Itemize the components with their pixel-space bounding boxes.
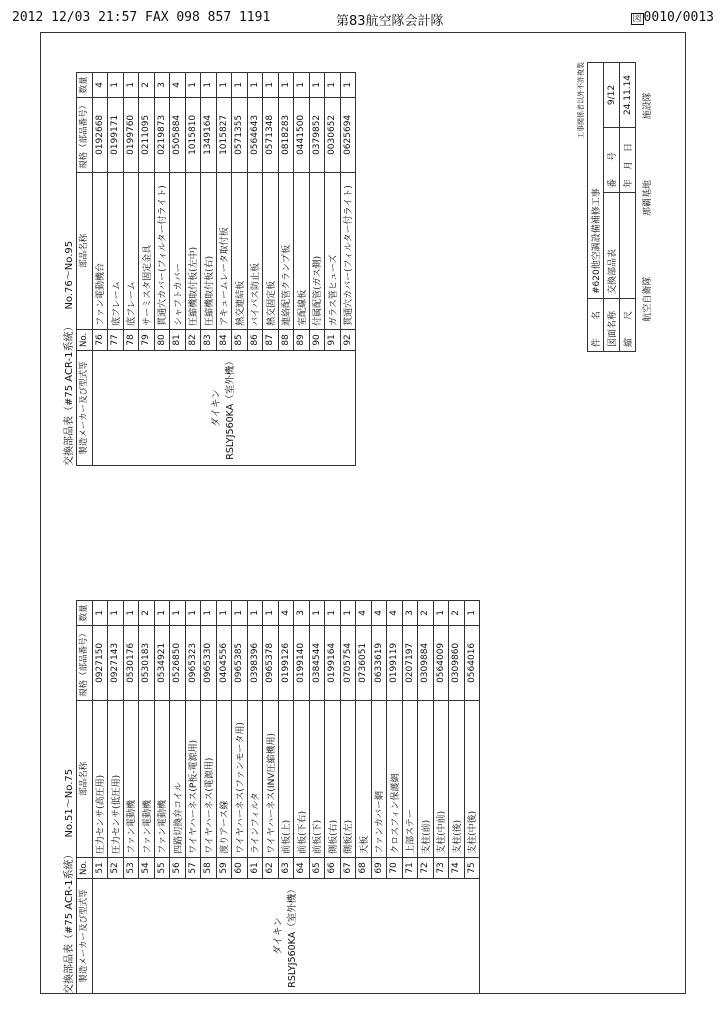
row-no: 71 xyxy=(402,857,418,878)
part-name: 底フレーム xyxy=(108,172,124,329)
maker-name: ダイキン xyxy=(272,917,284,955)
quantity: 1 xyxy=(340,600,356,625)
quantity: 1 xyxy=(433,600,449,625)
quantity: 1 xyxy=(325,72,341,97)
row-no: 62 xyxy=(263,857,279,878)
part-number: 0633619 xyxy=(371,625,387,700)
part-name: ファン電動機 xyxy=(123,700,139,857)
row-no: 53 xyxy=(123,857,139,878)
part-number: 0404556 xyxy=(216,625,232,700)
part-number: 0199119 xyxy=(387,625,403,700)
part-name: 支柱(中前) xyxy=(433,700,449,857)
part-name: 圧力センサ(低圧用) xyxy=(108,700,124,857)
table-a-range: No.51～No.75 xyxy=(64,768,75,838)
part-number: 0564009 xyxy=(433,625,449,700)
parts-table-a xyxy=(60,534,540,994)
part-number: 0818283 xyxy=(278,97,294,172)
quantity: 1 xyxy=(325,600,341,625)
row-no: 67 xyxy=(340,857,356,878)
part-number: 0199164 xyxy=(325,625,341,700)
header-no: No. xyxy=(77,857,93,878)
part-name: バイパス防止板 xyxy=(247,172,263,329)
row-no: 70 xyxy=(387,857,403,878)
row-no: 51 xyxy=(92,857,108,878)
quantity: 2 xyxy=(139,600,155,625)
row-no: 86 xyxy=(247,329,263,350)
part-name: ワイヤハーネス(INV圧縮機用) xyxy=(263,700,279,857)
quantity: 4 xyxy=(278,600,294,625)
project-name: #620他空調設備補修工事 xyxy=(588,63,604,299)
part-number: 1349164 xyxy=(201,97,217,172)
table-a-caption xyxy=(60,534,74,994)
quantity: 1 xyxy=(294,72,310,97)
quantity: 1 xyxy=(247,600,263,625)
part-name: 付属配管(ガス側) xyxy=(309,172,325,329)
part-number: 0192668 xyxy=(92,97,108,172)
header-qty: 数量 xyxy=(77,600,93,625)
part-number: 0965385 xyxy=(232,625,248,700)
part-name: ファンカバー網 xyxy=(371,700,387,857)
row-no: 88 xyxy=(278,329,294,350)
quantity: 1 xyxy=(123,72,139,97)
row-no: 75 xyxy=(464,857,480,878)
quantity: 3 xyxy=(294,600,310,625)
quantity: 1 xyxy=(216,72,232,97)
row-no: 84 xyxy=(216,329,232,350)
quantity: 4 xyxy=(371,600,387,625)
part-name: 支柱(前) xyxy=(418,700,434,857)
quantity: 1 xyxy=(263,600,279,625)
quantity: 2 xyxy=(449,600,465,625)
issuer xyxy=(640,62,653,352)
part-number: 0534921 xyxy=(154,625,170,700)
part-number: 0736051 xyxy=(356,625,372,700)
part-name: 圧力センサ(高圧用) xyxy=(92,700,108,857)
part-number: 1015827 xyxy=(216,97,232,172)
part-name: ガラス管ヒューズ xyxy=(325,172,341,329)
drawing-number: 9/12 xyxy=(604,63,620,128)
quantity: 1 xyxy=(216,600,232,625)
part-number: 0927150 xyxy=(92,625,108,700)
part-name: 前板(下) xyxy=(309,700,325,857)
header-qty: 数量 xyxy=(77,72,93,97)
quantity: 1 xyxy=(108,72,124,97)
part-number: 0199126 xyxy=(278,625,294,700)
row-no: 73 xyxy=(433,857,449,878)
row-no: 57 xyxy=(185,857,201,878)
part-name: 支柱(後) xyxy=(449,700,465,857)
quantity: 1 xyxy=(309,72,325,97)
part-name: ファン電動機 xyxy=(154,700,170,857)
part-number: 0625694 xyxy=(340,97,356,172)
part-name: 圧縮機取付板(左中) xyxy=(185,172,201,329)
part-number: 0965323 xyxy=(185,625,201,700)
part-name: 支柱(中後) xyxy=(464,700,480,857)
title-block-table xyxy=(587,62,636,352)
part-number: 0384544 xyxy=(309,625,325,700)
date-label: 年 月 日 xyxy=(620,128,636,193)
row-no: 65 xyxy=(309,857,325,878)
quantity: 1 xyxy=(108,600,124,625)
parts-table xyxy=(76,72,356,466)
parts-table xyxy=(76,600,480,994)
part-number: 0571348 xyxy=(263,97,279,172)
date-value: 24.11.14 xyxy=(620,63,636,128)
part-name: 四路切換弁コイル xyxy=(170,700,186,857)
fax-page-icon: 図 xyxy=(632,14,642,24)
row-no: 77 xyxy=(108,329,124,350)
part-name: シャフトカバー xyxy=(170,172,186,329)
part-name: 側板(左) xyxy=(340,700,356,857)
header-maker: 製造メーカー及び型式等 xyxy=(77,351,93,466)
row-no: 60 xyxy=(232,857,248,878)
maker-cell xyxy=(92,351,356,466)
fax-page-count: 図 0010/0013 xyxy=(632,10,714,25)
row-no: 61 xyxy=(247,857,263,878)
table-a-title: 交換部品表（#75 ACR-1系統） xyxy=(64,849,75,994)
quantity: 1 xyxy=(185,600,201,625)
row-no: 89 xyxy=(294,329,310,350)
quantity: 1 xyxy=(464,600,480,625)
quantity: 1 xyxy=(232,600,248,625)
row-no: 76 xyxy=(92,329,108,350)
part-name: 底フレーム xyxy=(123,172,139,329)
header-name: 部品名称 xyxy=(77,700,93,857)
quantity: 3 xyxy=(402,600,418,625)
quantity: 1 xyxy=(170,600,186,625)
part-number: 0965330 xyxy=(201,625,217,700)
header-no: No. xyxy=(77,329,93,350)
number-label: 番 号 xyxy=(604,128,620,193)
part-number: 1015810 xyxy=(185,97,201,172)
header-maker: 製造メーカー及び型式等 xyxy=(77,879,93,994)
row-no: 81 xyxy=(170,329,186,350)
quantity: 1 xyxy=(232,72,248,97)
row-no: 72 xyxy=(418,857,434,878)
maker-model: RSLYJ560KA（室外機） xyxy=(286,884,298,988)
part-name: ワイヤハーネス(ファンモータ用) xyxy=(232,700,248,857)
table-b-caption xyxy=(60,26,74,466)
row-no: 59 xyxy=(216,857,232,878)
part-number: 0530183 xyxy=(139,625,155,700)
row-no: 91 xyxy=(325,329,341,350)
part-name: ラインフィルタ xyxy=(247,700,263,857)
row-no: 85 xyxy=(232,329,248,350)
part-name: ワイヤハーネス(電源用) xyxy=(201,700,217,857)
part-name: 連絡配管クランプ板 xyxy=(278,172,294,329)
part-name: 圧縮機取付板(右) xyxy=(201,172,217,329)
title-block xyxy=(576,62,664,352)
part-number: 0199760 xyxy=(123,97,139,172)
part-name: 熱交固定板 xyxy=(263,172,279,329)
quantity: 1 xyxy=(154,600,170,625)
drawing-name: 交換部品表 xyxy=(604,193,620,299)
quantity: 1 xyxy=(92,600,108,625)
part-number: 0927143 xyxy=(108,625,124,700)
quantity: 1 xyxy=(278,72,294,97)
part-name: ファン電動機台 xyxy=(92,172,108,329)
maker-model: RSLYJ560KA（室外機） xyxy=(224,356,236,460)
parts-table-b xyxy=(60,26,420,466)
row-no: 68 xyxy=(356,857,372,878)
quantity: 1 xyxy=(201,600,217,625)
row-no: 55 xyxy=(154,857,170,878)
quantity: 1 xyxy=(309,600,325,625)
drawing-name-label: 図面名称 xyxy=(604,299,620,352)
quantity: 1 xyxy=(201,72,217,97)
row-no: 58 xyxy=(201,857,217,878)
row-no: 83 xyxy=(201,329,217,350)
row-no: 54 xyxy=(139,857,155,878)
row-no: 90 xyxy=(309,329,325,350)
quantity: 2 xyxy=(418,600,434,625)
part-number: 0705754 xyxy=(340,625,356,700)
part-name: 貫通穴カバー(フィルター付ライト) xyxy=(340,172,356,329)
header-spec: 規格（部品番号） xyxy=(77,625,93,700)
row-no: 82 xyxy=(185,329,201,350)
fax-timestamp: 2012 12/03 21:57 FAX 098 857 1191 xyxy=(12,10,271,25)
header-name: 部品名称 xyxy=(77,172,93,329)
quantity: 2 xyxy=(139,72,155,97)
table-row xyxy=(92,72,108,465)
copy-restriction-note: 工事関係者以外不許複製 xyxy=(577,62,585,139)
part-name: サーミスタ固定金具 xyxy=(139,172,155,329)
part-name: 渡りアース線 xyxy=(216,700,232,857)
part-name: 側板(右) xyxy=(325,700,341,857)
part-number: 0564643 xyxy=(247,97,263,172)
fax-header xyxy=(6,8,718,28)
part-name: 上部ステー xyxy=(402,700,418,857)
table-b-title: 交換部品表（#75 ACR-1系統） xyxy=(64,321,75,466)
part-name: 前板(上) xyxy=(278,700,294,857)
part-name: クロスフィン保護網 xyxy=(387,700,403,857)
scale-label: 縮 尺 xyxy=(620,299,636,352)
row-no: 56 xyxy=(170,857,186,878)
issuer-org: 航空自衛隊 xyxy=(643,276,653,322)
project-label: 件 名 xyxy=(588,299,604,352)
row-no: 66 xyxy=(325,857,341,878)
part-name: 前板(下右) xyxy=(294,700,310,857)
issuer-base: 那覇基地 xyxy=(643,180,653,217)
quantity: 4 xyxy=(170,72,186,97)
part-name: 熱交連結板 xyxy=(232,172,248,329)
quantity: 1 xyxy=(123,600,139,625)
part-number: 0564016 xyxy=(464,625,480,700)
part-number: 0207197 xyxy=(402,625,418,700)
part-number: 0309860 xyxy=(449,625,465,700)
issuer-unit: 施設隊 xyxy=(643,92,653,120)
part-number: 0530176 xyxy=(123,625,139,700)
quantity: 4 xyxy=(92,72,108,97)
row-no: 78 xyxy=(123,329,139,350)
fax-sender: 第83航空隊会計隊 xyxy=(336,14,444,29)
quantity: 1 xyxy=(340,72,356,97)
quantity: 1 xyxy=(247,72,263,97)
part-number: 0379852 xyxy=(309,97,325,172)
part-name: ワイヤハーネス(P板-電源用) xyxy=(185,700,201,857)
part-number: 0199140 xyxy=(294,625,310,700)
part-name: アキュームレータ取付板 xyxy=(216,172,232,329)
scale-value xyxy=(620,193,636,299)
row-no: 63 xyxy=(278,857,294,878)
row-no: 69 xyxy=(371,857,387,878)
part-number: 0199171 xyxy=(108,97,124,172)
part-number: 0965378 xyxy=(263,625,279,700)
part-number: 0219873 xyxy=(154,97,170,172)
part-name: 天板 xyxy=(356,700,372,857)
row-no: 79 xyxy=(139,329,155,350)
part-number: 0309884 xyxy=(418,625,434,700)
row-no: 80 xyxy=(154,329,170,350)
header-spec: 規格（部品番号） xyxy=(77,97,93,172)
maker-cell xyxy=(92,879,480,994)
part-name: 室配線板 xyxy=(294,172,310,329)
part-number: 0398396 xyxy=(247,625,263,700)
quantity: 4 xyxy=(356,600,372,625)
table-row xyxy=(92,600,108,993)
row-no: 74 xyxy=(449,857,465,878)
quantity: 4 xyxy=(387,600,403,625)
part-number: 0441500 xyxy=(294,97,310,172)
table-b-range: No.76～No.95 xyxy=(64,240,75,310)
row-no: 92 xyxy=(340,329,356,350)
maker-name: ダイキン xyxy=(210,389,222,427)
quantity: 1 xyxy=(185,72,201,97)
part-number: 0505884 xyxy=(170,97,186,172)
row-no: 64 xyxy=(294,857,310,878)
part-name: ファン電動機 xyxy=(139,700,155,857)
row-no: 52 xyxy=(108,857,124,878)
quantity: 1 xyxy=(263,72,279,97)
part-number: 0030652 xyxy=(325,97,341,172)
row-no: 87 xyxy=(263,329,279,350)
part-name: 貫通穴カバー(フィルター付ライト) xyxy=(154,172,170,329)
quantity: 3 xyxy=(154,72,170,97)
part-number: 0571355 xyxy=(232,97,248,172)
part-number: 0526850 xyxy=(170,625,186,700)
part-number: 0211095 xyxy=(139,97,155,172)
